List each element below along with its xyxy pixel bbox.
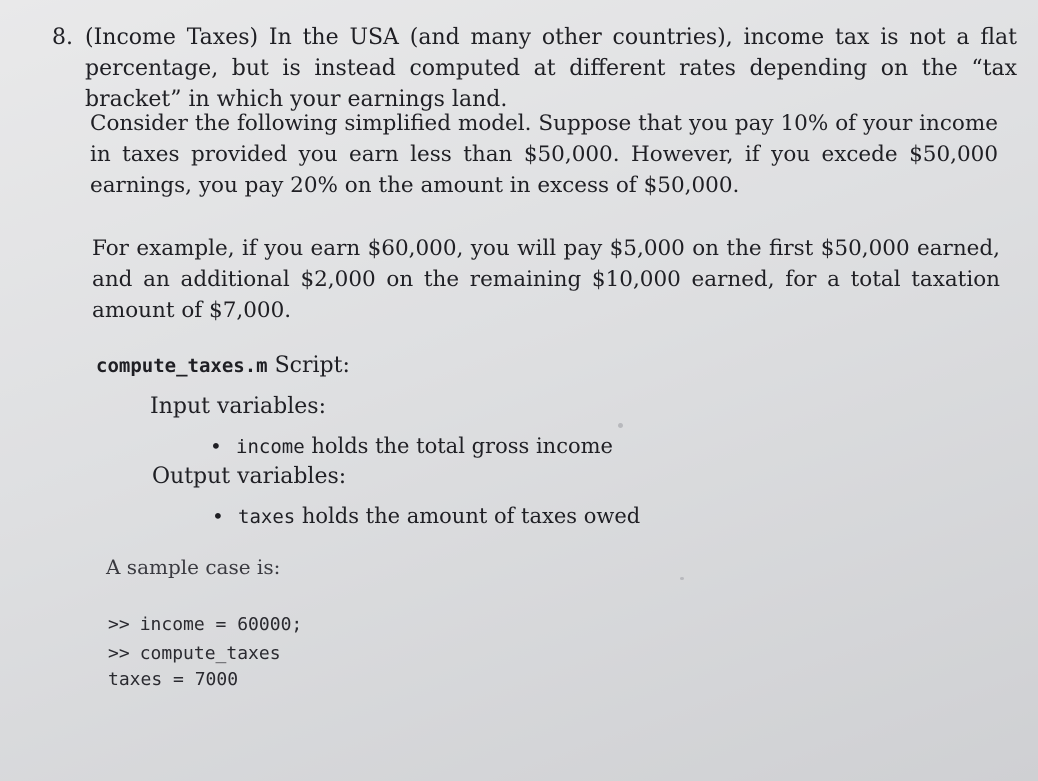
- problem-statement: [52, 22, 1017, 115]
- console-command: income = 60000;: [139, 614, 303, 635]
- input-variable-desc: holds the total gross income: [304, 434, 613, 458]
- paper-speck: [618, 423, 623, 428]
- input-variables-label: Input variables:: [150, 394, 326, 419]
- console-prompt: >>: [108, 614, 130, 635]
- sample-case-label: A sample case is:: [106, 555, 281, 579]
- console-line: [108, 642, 281, 666]
- output-variables-label: Output variables:: [152, 464, 347, 489]
- model-paragraph: Consider the following simplified model. Suppose that you pay 10% of your income in taxes provided you earn less than $50,000. However, if you excede $50,000 earnings, you pay 20% on the amount in excess of $50,000.: [90, 111, 998, 198]
- output-variable-name: taxes: [238, 506, 296, 528]
- paper-speck: [680, 577, 684, 580]
- console-output: taxes = 7000: [108, 669, 239, 690]
- example-paragraph: For example, if you earn $60,000, you will pay $5,000 on the first $50,000 earned, and an additional $2,000 on the remaining $10,000 earned, for a total taxation amount of $7,000.: [92, 236, 1000, 323]
- problem-number: 8.: [52, 25, 73, 50]
- script-heading: [96, 352, 350, 380]
- problem-intro: (Income Taxes) In the USA (and many other countries), income tax is not a flat percentage, but is instead computed at different rates depending on the “tax bracket” in which your earnings land.: [85, 25, 1017, 112]
- console-line: [108, 613, 302, 637]
- script-filename: compute_taxes.m: [96, 355, 268, 377]
- console-command: compute_taxes: [139, 643, 281, 664]
- output-variable-desc: holds the amount of taxes owed: [295, 504, 641, 528]
- input-variable-name: income: [236, 436, 305, 458]
- console-prompt: >>: [108, 643, 130, 664]
- input-variable-item: [210, 432, 613, 461]
- output-variable-item: [212, 502, 640, 531]
- bullet-icon: •: [212, 504, 224, 528]
- script-heading-suffix: Script:: [267, 353, 350, 378]
- bullet-icon: •: [210, 434, 222, 458]
